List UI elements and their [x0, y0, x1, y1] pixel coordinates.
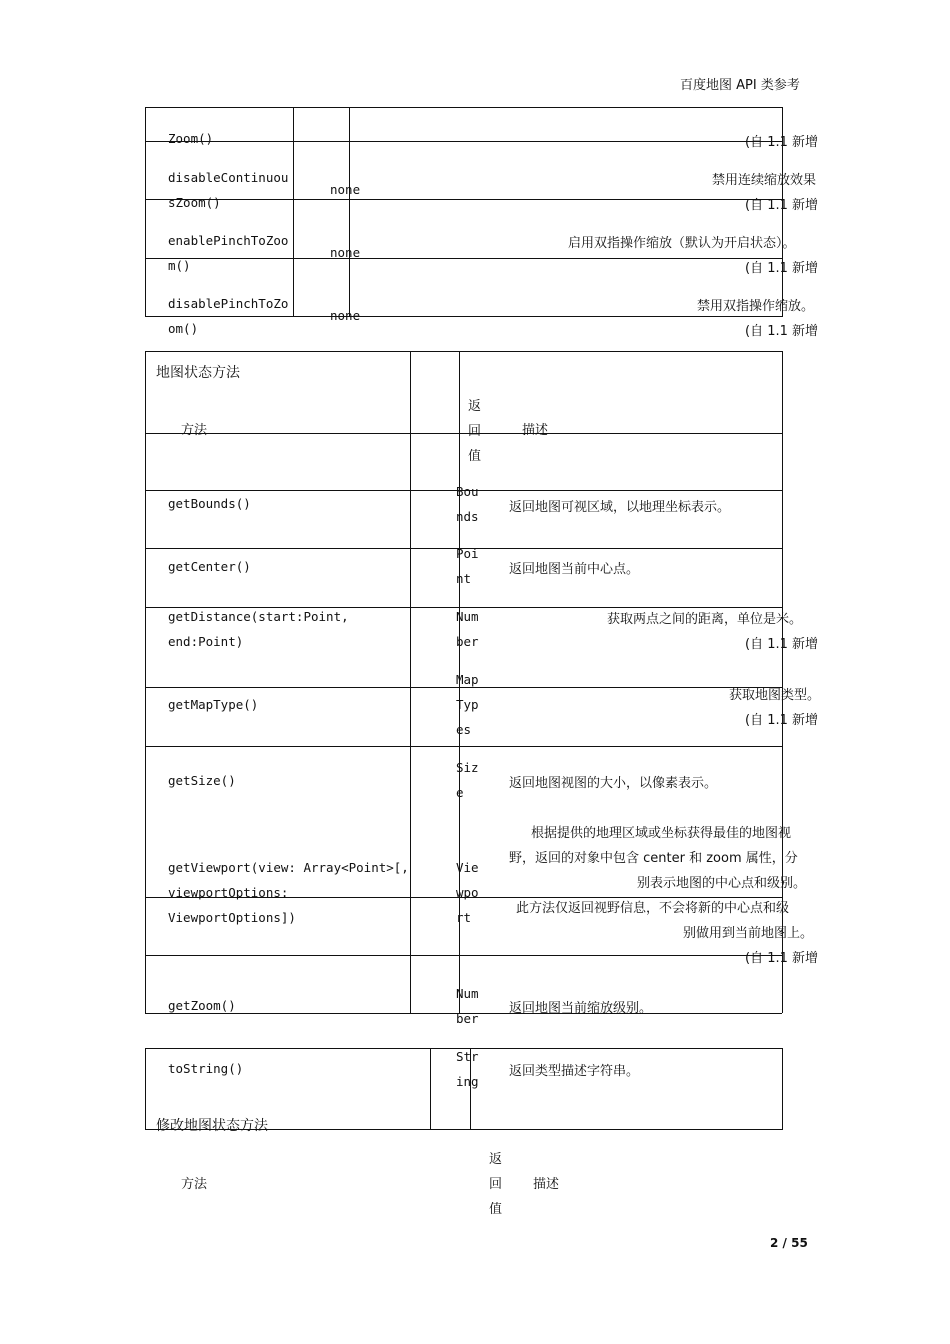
column-header-description: 描述: [522, 423, 549, 438]
column-header-description: 描述: [533, 1177, 560, 1192]
return-type: Bou: [456, 484, 479, 499]
method-description: 别表示地图的中心点和级别。: [637, 876, 807, 891]
column-header-return: 返: [468, 399, 482, 414]
method-description: 返回地图视图的大小，以像素表示。: [509, 776, 718, 791]
version-note: (自 1.1 新增: [745, 261, 819, 276]
return-type: Num: [456, 609, 479, 624]
return-type: Str: [456, 1049, 479, 1064]
section-title: 地图状态方法: [156, 365, 240, 381]
version-note: (自 1.1 新增: [745, 951, 819, 966]
method-description: 此方法仅返回视野信息，不会将新的中心点和级: [516, 901, 790, 916]
column-header-return: 值: [468, 449, 482, 464]
method-name: disableContinuou: [168, 170, 289, 185]
return-type: none: [330, 182, 361, 197]
return-type: none: [330, 308, 361, 323]
return-type: e: [456, 785, 464, 800]
method-description: 返回地图当前中心点。: [509, 562, 640, 577]
version-note: (自 1.1 新增: [745, 713, 819, 728]
return-type: Num: [456, 986, 479, 1001]
method-description: 禁用连续缩放效果: [712, 173, 817, 188]
method-name: enablePinchToZoo: [168, 233, 289, 248]
column-header-return: 回: [489, 1177, 503, 1192]
method-name: toString(): [168, 1061, 244, 1076]
column-header-method: 方法: [181, 1177, 208, 1192]
method-name: om(): [168, 321, 199, 336]
return-type: nds: [456, 509, 479, 524]
method-name: getZoom(): [168, 998, 236, 1013]
method-name: viewportOptions:: [168, 885, 289, 900]
method-description: 返回类型描述字符串。: [509, 1064, 640, 1079]
version-note: (自 1.1 新增: [745, 135, 819, 150]
method-name: getSize(): [168, 773, 236, 788]
column-header-return: 值: [489, 1202, 503, 1217]
method-name: getMapType(): [168, 697, 259, 712]
column-header-method: 方法: [181, 423, 208, 438]
return-type: Typ: [456, 697, 479, 712]
method-description: 启用双指操作缩放（默认为开启状态）。: [568, 236, 796, 251]
return-type: Vie: [456, 860, 479, 875]
method-name: sZoom(): [168, 195, 221, 210]
method-description: 根据提供的地理区域或坐标获得最佳的地图视: [531, 826, 792, 841]
method-name: getBounds(): [168, 496, 251, 511]
return-type: wpo: [456, 885, 479, 900]
method-description: 返回地图可视区域，以地理坐标表示。: [509, 500, 731, 515]
column-header-return: 回: [468, 424, 482, 439]
return-type: Map: [456, 672, 479, 687]
page-header-title: 百度地图 API 类参考: [680, 78, 800, 93]
return-type: ber: [456, 1011, 479, 1026]
method-name: getCenter(): [168, 559, 251, 574]
return-type: Siz: [456, 760, 479, 775]
return-type: Poi: [456, 546, 479, 561]
method-name: getViewport(view: Array<Point>[,: [168, 860, 409, 875]
method-name: m(): [168, 258, 191, 273]
return-type: nt: [456, 571, 472, 586]
version-note: (自 1.1 新增: [745, 637, 819, 652]
method-name: disablePinchToZo: [168, 296, 289, 311]
section-title-modify: 修改地图状态方法: [156, 1118, 268, 1134]
return-type: ing: [456, 1074, 479, 1089]
method-description: 野，返回的对象中包含 center 和 zoom 属性，分: [509, 851, 798, 866]
return-type: es: [456, 722, 472, 737]
method-description: 别做用到当前地图上。: [683, 926, 814, 941]
method-name: ViewportOptions]): [168, 910, 296, 925]
method-description: 禁用双指操作缩放。: [697, 299, 815, 314]
return-type: rt: [456, 910, 472, 925]
return-type: ber: [456, 634, 479, 649]
method-name: getDistance(start:Point,: [168, 609, 349, 624]
return-type: none: [330, 245, 361, 260]
page-number: 2 / 55: [770, 1236, 808, 1250]
version-note: (自 1.1 新增: [745, 324, 819, 339]
method-description: 获取地图类型。: [729, 688, 821, 703]
method-description: 获取两点之间的距离，单位是米。: [607, 612, 803, 627]
method-name: Zoom(): [168, 131, 214, 146]
method-description: 返回地图当前缩放级别。: [509, 1001, 653, 1016]
version-note: (自 1.1 新增: [745, 198, 819, 213]
column-header-return: 返: [489, 1152, 503, 1167]
method-name: end:Point): [168, 634, 244, 649]
